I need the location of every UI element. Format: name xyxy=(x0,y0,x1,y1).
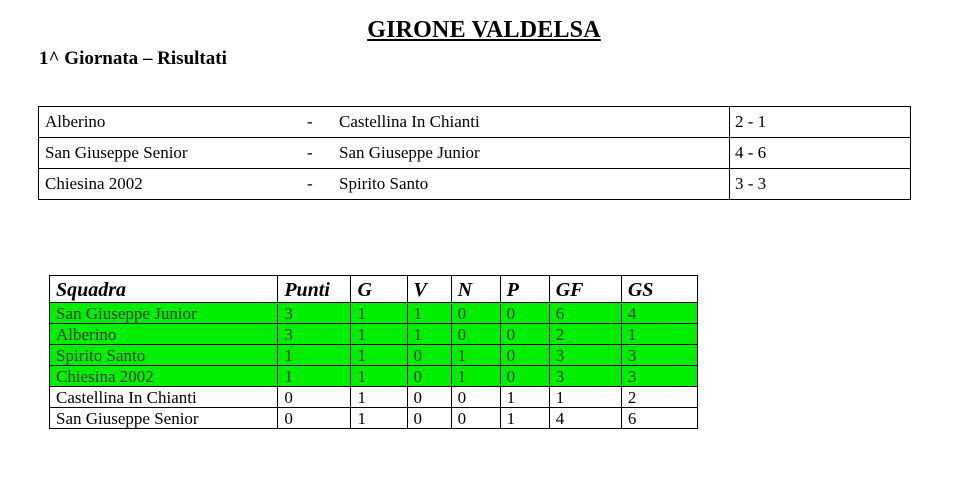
points: 3 xyxy=(278,303,351,324)
goals-for: 3 xyxy=(549,366,621,387)
away-team: Spirito Santo xyxy=(333,169,730,200)
games: 1 xyxy=(351,324,407,345)
standings-row xyxy=(50,324,698,345)
goals-for: 1 xyxy=(549,387,621,408)
match-score: 2 - 1 xyxy=(730,107,911,138)
games: 1 xyxy=(351,366,407,387)
match-score: 3 - 3 xyxy=(730,169,911,200)
away-team: San Giuseppe Junior xyxy=(333,138,730,169)
goals-against: 4 xyxy=(621,303,697,324)
standings-row xyxy=(50,345,698,366)
goals-against: 2 xyxy=(621,387,697,408)
points: 1 xyxy=(278,366,351,387)
header-p: P xyxy=(500,276,549,303)
team-name: San Giuseppe Senior xyxy=(50,408,278,429)
result-row xyxy=(39,138,911,169)
results-table xyxy=(38,106,911,200)
games: 1 xyxy=(351,303,407,324)
goals-against: 3 xyxy=(621,345,697,366)
round-subtitle: 1^ Giornata – Risultati xyxy=(39,48,227,69)
team-name: Castellina In Chianti xyxy=(50,387,278,408)
result-row xyxy=(39,169,911,200)
header-punti: Punti xyxy=(278,276,351,303)
goals-against: 6 xyxy=(621,408,697,429)
header-gf: GF xyxy=(549,276,621,303)
wins: 0 xyxy=(407,366,451,387)
goals-for: 2 xyxy=(549,324,621,345)
losses: 0 xyxy=(500,345,549,366)
away-team: Castellina In Chianti xyxy=(333,107,730,138)
team-name: Spirito Santo xyxy=(50,345,278,366)
standings-row xyxy=(50,303,698,324)
header-n: N xyxy=(451,276,500,303)
wins: 0 xyxy=(407,387,451,408)
goals-for: 6 xyxy=(549,303,621,324)
wins: 0 xyxy=(407,345,451,366)
points: 1 xyxy=(278,345,351,366)
losses: 0 xyxy=(500,324,549,345)
page-title: GIRONE VALDELSA xyxy=(367,17,601,43)
draws: 0 xyxy=(451,387,500,408)
goals-for: 4 xyxy=(549,408,621,429)
match-separator: - xyxy=(307,107,333,138)
wins: 1 xyxy=(407,303,451,324)
team-name: Chiesina 2002 xyxy=(50,366,278,387)
home-team: Chiesina 2002 xyxy=(39,169,308,200)
goals-against: 3 xyxy=(621,366,697,387)
standings-row xyxy=(50,366,698,387)
team-name: Alberino xyxy=(50,324,278,345)
header-g: G xyxy=(351,276,407,303)
points: 3 xyxy=(278,324,351,345)
standings-header-row xyxy=(50,276,698,303)
standings-body xyxy=(50,303,698,429)
draws: 0 xyxy=(451,408,500,429)
standings-row xyxy=(50,408,698,429)
games: 1 xyxy=(351,345,407,366)
header-gs: GS xyxy=(621,276,697,303)
goals-for: 3 xyxy=(549,345,621,366)
wins: 0 xyxy=(407,408,451,429)
standings-table xyxy=(49,275,698,429)
draws: 0 xyxy=(451,303,500,324)
points: 0 xyxy=(278,408,351,429)
result-row xyxy=(39,107,911,138)
home-team: San Giuseppe Senior xyxy=(39,138,308,169)
losses: 1 xyxy=(500,408,549,429)
points: 0 xyxy=(278,387,351,408)
wins: 1 xyxy=(407,324,451,345)
draws: 0 xyxy=(451,324,500,345)
match-separator: - xyxy=(307,169,333,200)
header-squadra: Squadra xyxy=(50,276,278,303)
games: 1 xyxy=(351,387,407,408)
match-score: 4 - 6 xyxy=(730,138,911,169)
team-name: San Giuseppe Junior xyxy=(50,303,278,324)
goals-against: 1 xyxy=(621,324,697,345)
games: 1 xyxy=(351,408,407,429)
losses: 0 xyxy=(500,303,549,324)
draws: 1 xyxy=(451,345,500,366)
draws: 1 xyxy=(451,366,500,387)
header-v: V xyxy=(407,276,451,303)
home-team: Alberino xyxy=(39,107,308,138)
losses: 1 xyxy=(500,387,549,408)
losses: 0 xyxy=(500,366,549,387)
standings-row xyxy=(50,387,698,408)
match-separator: - xyxy=(307,138,333,169)
